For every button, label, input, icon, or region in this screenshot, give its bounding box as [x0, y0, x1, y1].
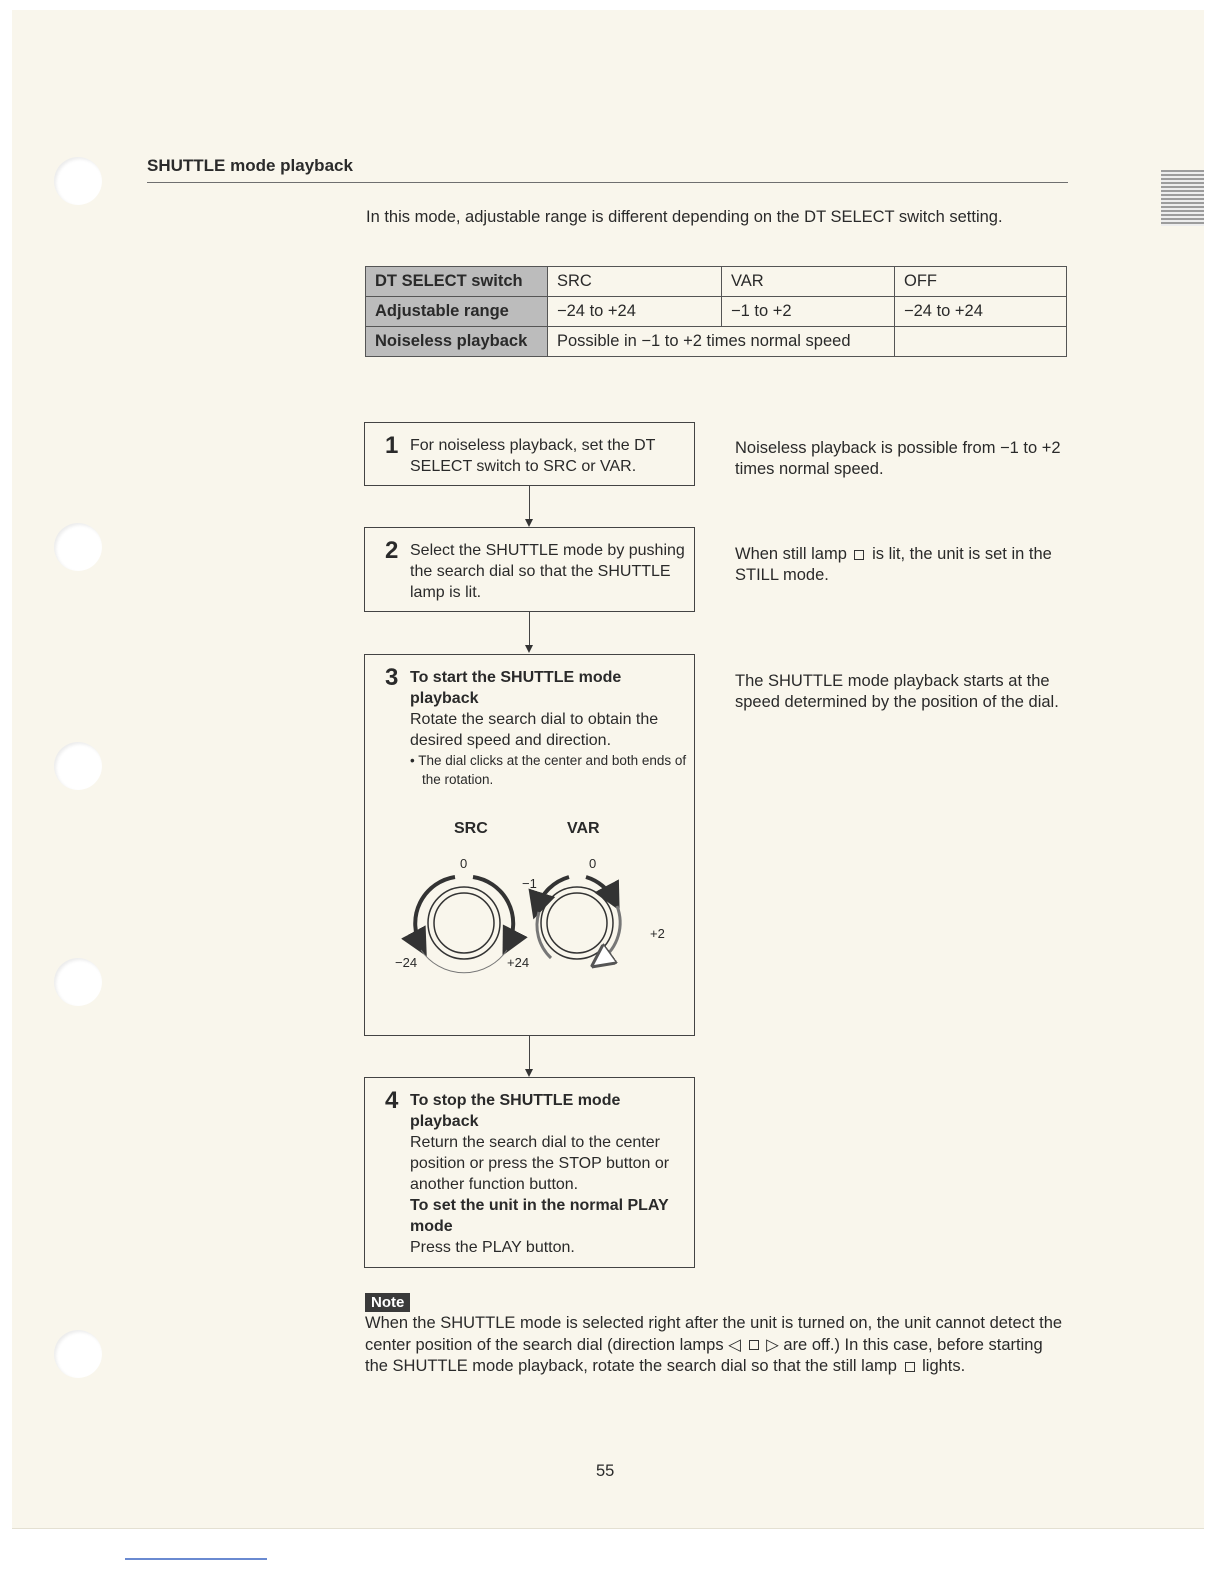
step-title: To stop the SHUTTLE mode playback: [410, 1092, 621, 1130]
table-cell: VAR: [722, 267, 895, 297]
scan-edge-line: [125, 1558, 267, 1560]
dt-select-table: [365, 266, 1067, 357]
dial-label-var: VAR: [567, 820, 600, 837]
dial-mark: +24: [507, 955, 530, 970]
step-text: Return the search dial to the center position or press the STOP button or another function button.: [410, 1134, 670, 1193]
direction-right-icon: ▷: [766, 1335, 779, 1354]
step-2-box: [364, 527, 695, 612]
step-3-box: [364, 654, 695, 1036]
section-title: SHUTTLE mode playback: [147, 156, 353, 175]
side-note-2: When still lamp is lit, the unit is set in the STILL mode.: [735, 545, 1052, 584]
step-subtitle: To set the unit in the normal PLAY mode: [410, 1197, 669, 1235]
table-cell: SRC: [548, 267, 722, 297]
dial-mark: −1: [522, 876, 537, 891]
section-rule: [147, 182, 1068, 183]
step-number: 1: [385, 432, 399, 459]
note-text: When the SHUTTLE mode is selected right after the unit is turned on, the unit cannot detect the center position of the search dial (direction lamps ◁ ▷ are off.) In this case, before starting the SHUTTLE mode playback, rotate the search dial so that the still lamp lights.: [365, 1314, 1063, 1375]
table-cell: Possible in −1 to +2 times normal speed: [548, 327, 895, 357]
step-number: 4: [385, 1087, 399, 1114]
step-1-box: [364, 422, 695, 486]
binder-hole: [54, 523, 102, 571]
intro-text: In this mode, adjustable range is different depending on the DT SELECT switch setting.: [366, 208, 1003, 226]
step-bullet: • The dial clicks at the center and both ends of the rotation.: [410, 753, 687, 787]
direction-left-icon: ◁: [728, 1335, 741, 1354]
binder-hole: [54, 742, 102, 790]
side-note-3: The SHUTTLE mode playback starts at the speed determined by the position of the dial.: [735, 672, 1059, 711]
arrow-down-icon: [525, 519, 533, 527]
table-row: [366, 267, 1067, 297]
step-text: For noiseless playback, set the DT SELECT switch to SRC or VAR.: [410, 437, 656, 475]
binder-hole: [54, 157, 102, 205]
row-header: Adjustable range: [366, 297, 548, 327]
step-text: Select the SHUTTLE mode by pushing the search dial so that the SHUTTLE lamp is lit.: [410, 542, 685, 601]
binder-hole: [54, 1330, 102, 1378]
row-header: Noiseless playback: [366, 327, 548, 357]
dial-mark: 0: [589, 856, 597, 871]
note-badge: Note: [365, 1293, 410, 1312]
src-dial-icon: [415, 877, 513, 973]
still-lamp-icon: [749, 1340, 759, 1350]
table-cell: OFF: [895, 267, 1067, 297]
binder-hole: [54, 958, 102, 1006]
section-tab-marker: [1161, 170, 1204, 226]
flow-arrow: [529, 486, 530, 520]
side-note-1: Noiseless playback is possible from −1 to +2 times normal speed.: [735, 439, 1061, 478]
dial-mark: 0: [460, 856, 468, 871]
var-dial-icon: [537, 877, 620, 960]
table-row: [366, 327, 1067, 357]
search-dial-diagram: [389, 850, 689, 975]
table-cell: [895, 327, 1067, 357]
arrow-down-icon: [525, 1069, 533, 1077]
table-cell: −24 to +24: [895, 297, 1067, 327]
flow-arrow: [529, 612, 530, 645]
table-row: [366, 297, 1067, 327]
table-cell: −1 to +2: [722, 297, 895, 327]
step-title: To start the SHUTTLE mode playback: [410, 669, 622, 707]
still-lamp-icon: [905, 1362, 915, 1372]
step-text: Rotate the search dial to obtain the desired speed and direction.: [410, 711, 659, 749]
arrow-down-icon: [525, 645, 533, 653]
dial-mark: −24: [395, 955, 418, 970]
dial-label-src: SRC: [454, 820, 488, 837]
step-number: 2: [385, 537, 399, 564]
still-lamp-icon: [854, 550, 864, 560]
page-number: 55: [596, 1462, 615, 1480]
flow-arrow: [529, 1036, 530, 1070]
table-cell: −24 to +24: [548, 297, 722, 327]
step-number: 3: [385, 664, 399, 691]
step-4-box: [364, 1077, 695, 1268]
dial-mark: +2: [650, 926, 665, 941]
row-header: DT SELECT switch: [366, 267, 548, 297]
step-subtext: Press the PLAY button.: [410, 1239, 575, 1256]
